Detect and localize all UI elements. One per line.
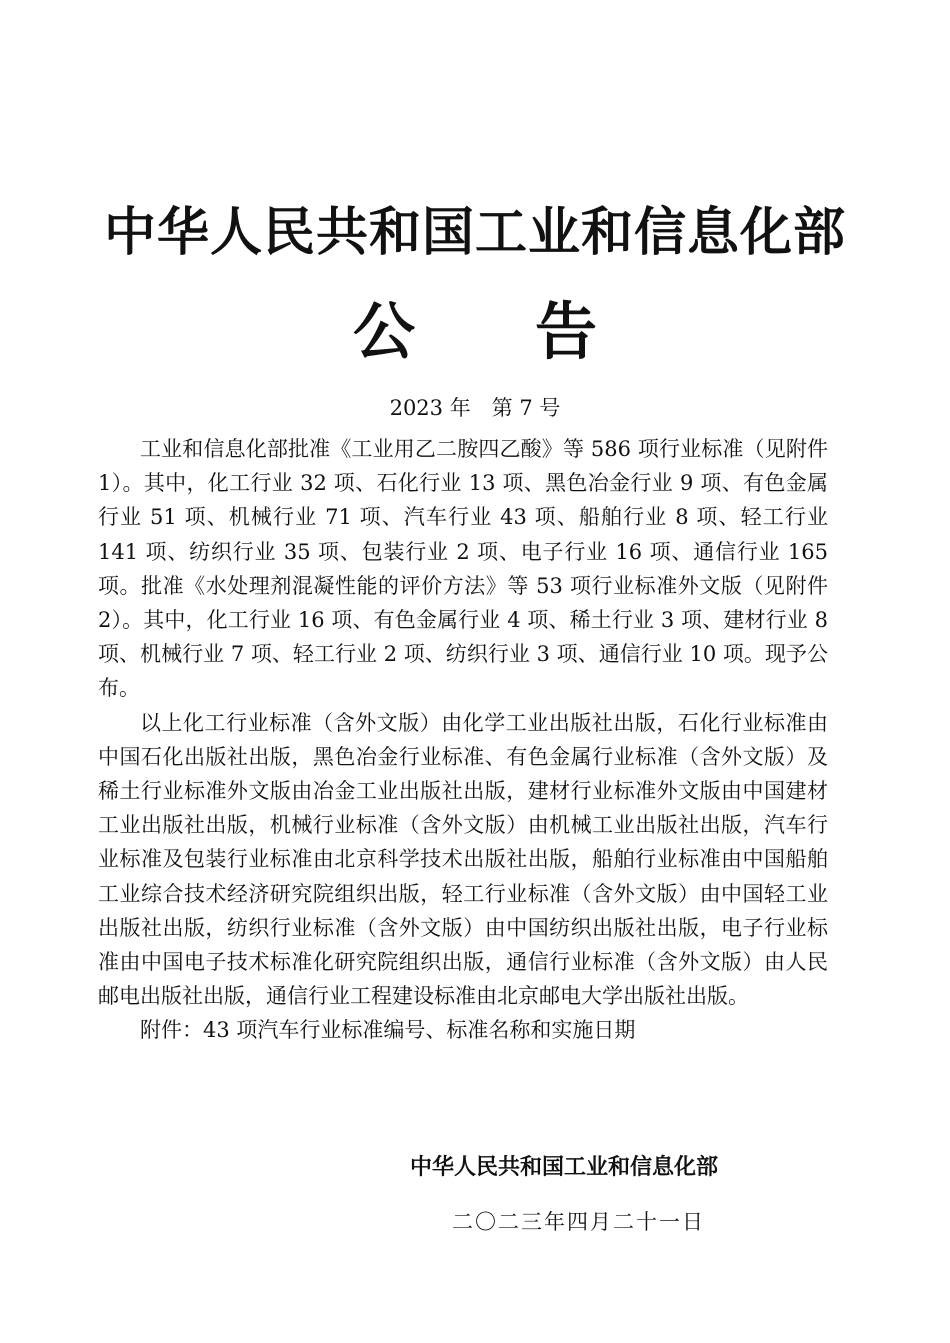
- document-number: 2023 年 第 7 号: [389, 396, 561, 420]
- signature-issuer: 中华人民共和国工业和信息化部: [410, 1155, 719, 1180]
- body-paragraph: 以上化工行业标准（含外文版）由化学工业出版社出版，石化行业标准由中国石化出版社出版，黑色冶金行业标准、有色金属行业标准（含外文版）及稀土行业标准外文版由冶金工业出版社出版，建材行业标准外文版由中国建材工业出版社出版，机械行业标准（含外文版）由机械工业出版社出版，汽车行业标准及包装行业标准由北京科学技术出版社出版，船舶行业标准由中国船舶工业综合技术经济研究院组织出版，轻工行业标准（含外文版）由中国轻工业出版社出版，纺织行业标准（含外文版）由中国纺织出版社出版，电子行业标准由中国电子技术标准化研究院组织出版，通信行业标准（含外文版）由人民邮电出版社出版，通信行业工程建设标准由北京邮电大学出版社出版。: [98, 710, 828, 1009]
- body-paragraph: 工业和信息化部批准《工业用乙二胺四乙酸》等 586 项行业标准（见附件 1）。其中，化工行业 32 项、石化行业 13 项、黑色冶金行业 9 项、有色金属行业 51 项、机械行业 71 项、汽车行业 43 项、船舶行业 8 项、轻工行业 141 项、纺织行业 35 项、包装行业 2 项、电子行业 16 项、通信行业 165 项。批准《水处理剂混凝性能的评价方法》等 53 项行业标准外文版（见附件 2）。其中，化工行业 16 项、有色金属行业 4 项、稀土行业 3 项、建材行业 8 项、机械行业 7 项、轻工行业 2 项、纺织行业 3 项、通信行业 10 项。现予公布。: [98, 437, 828, 701]
- announcement-body: [98, 432, 828, 1048]
- attachment-note: 附件：43 项汽车行业标准编号、标准名称和实施日期: [140, 1018, 636, 1043]
- issuer-title: 中华人民共和国工业和信息化部: [103, 203, 846, 263]
- doc-type-title: 公告: [352, 295, 717, 368]
- issue-date: 二〇二三年四月二十一日: [452, 1210, 705, 1234]
